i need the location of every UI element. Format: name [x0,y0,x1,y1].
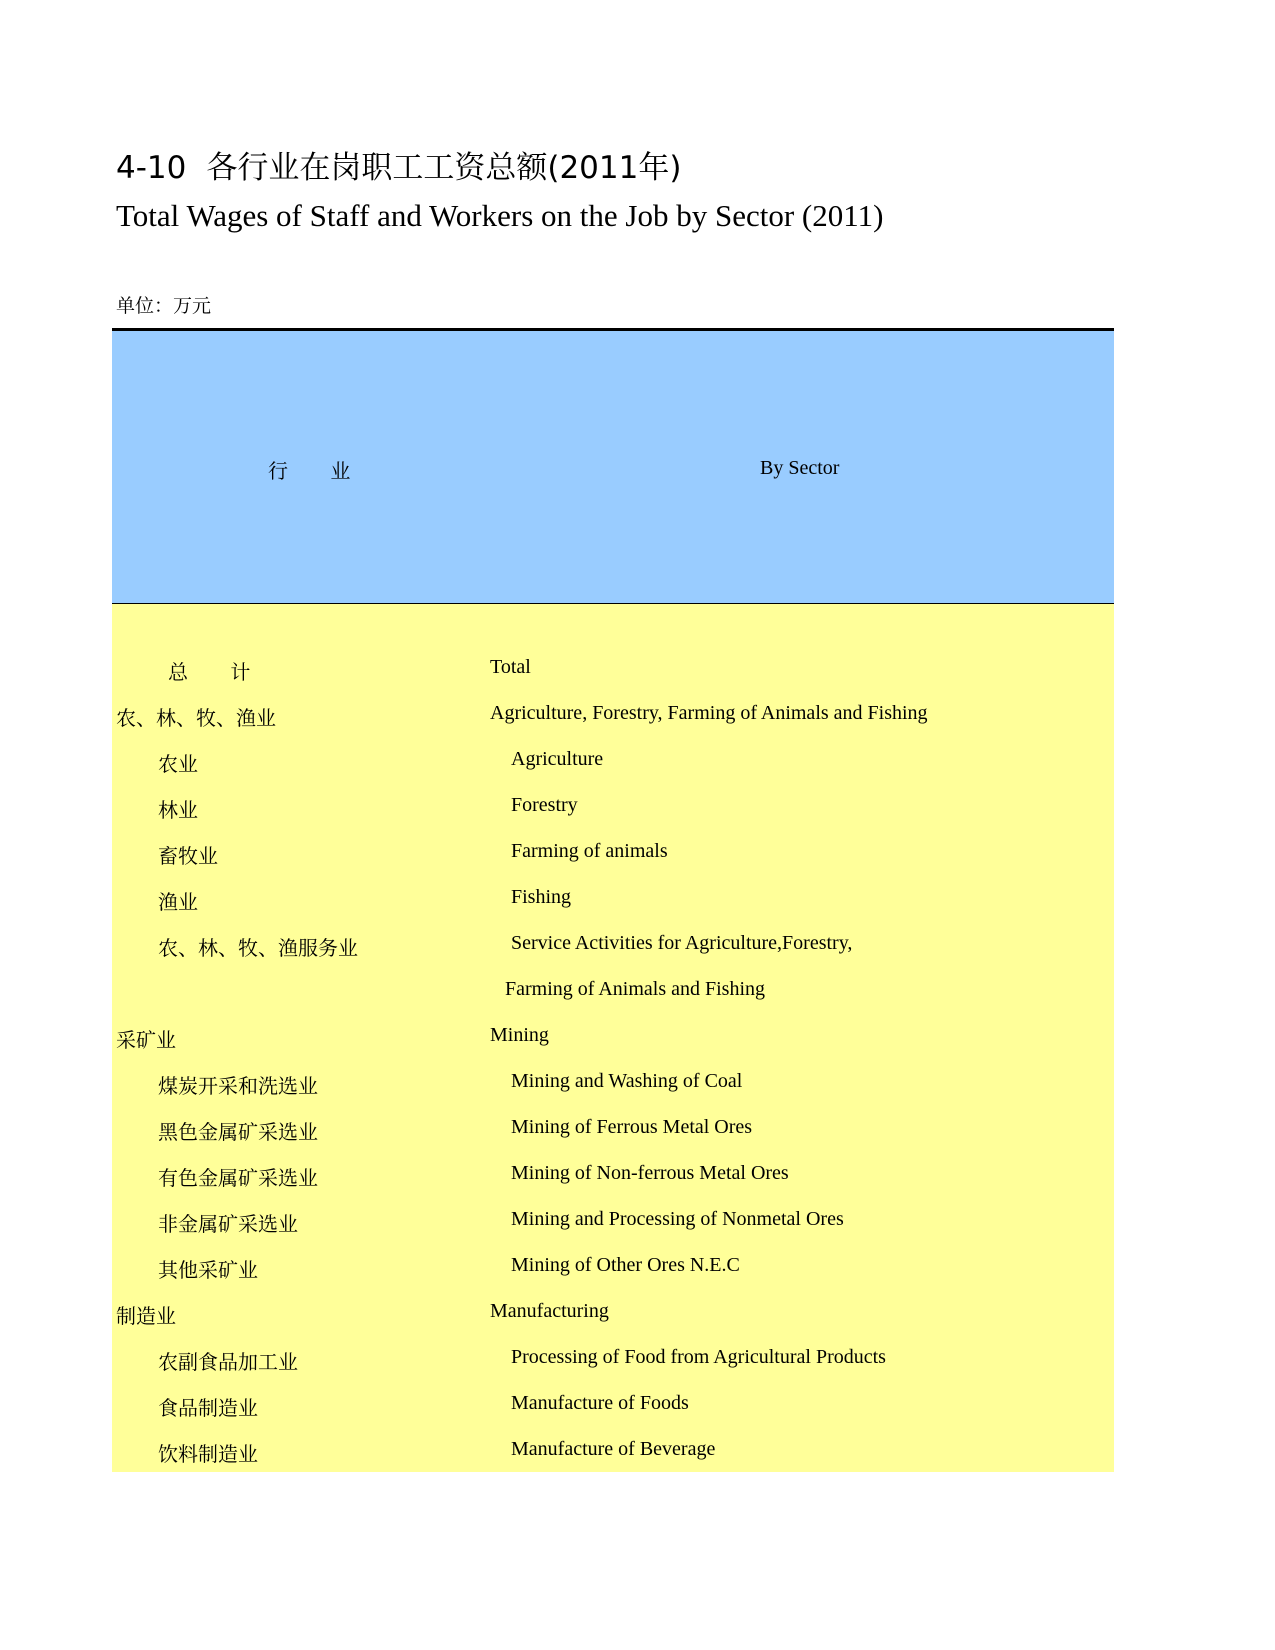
table-number: 4-10 [116,150,187,186]
table-row [112,876,1114,922]
title-chinese-text: 各行业在岗职工工资总额(2011年) [206,150,682,186]
header-sector-chinese: 行 业 [268,459,369,483]
table-row [112,1198,1114,1244]
table-body [112,604,1114,1472]
table-row [112,784,1114,830]
row-label-chinese: 制造业 [116,1304,176,1328]
row-label-english: Forestry [511,794,578,816]
row-label-english: Manufacturing [490,1300,609,1322]
row-label-english: Agriculture [511,748,604,770]
row-label-english: Manufacture of Beverage [511,1438,716,1460]
row-label-chinese: 总 计 [168,660,269,684]
row-label-english: Manufacture of Foods [511,1392,689,1414]
row-label-english: Mining of Ferrous Metal Ores [511,1116,753,1138]
unit-label: 单位：万元 [116,295,212,317]
row-label-english: Total [490,656,531,678]
row-label-chinese: 农、林、牧、渔服务业 [158,936,358,960]
header-sector-english: By Sector [760,457,840,479]
table-row [112,968,1114,1014]
table-row [112,1244,1114,1290]
row-label-english: Agriculture, Forestry, Farming of Animals and Fishing [490,702,928,724]
row-label-chinese: 渔业 [158,890,198,914]
row-label-english: Farming of Animals and Fishing [505,978,765,1000]
table-title-english: Total Wages of Staff and Workers on the Job by Sector (2011) [116,198,884,233]
table-header [112,328,1114,604]
row-label-chinese: 黑色金属矿采选业 [158,1120,318,1144]
row-label-chinese: 农业 [158,752,198,776]
row-label-chinese: 有色金属矿采选业 [158,1166,318,1190]
row-label-english: Processing of Food from Agricultural Products [511,1346,886,1368]
table-row [112,922,1114,968]
row-label-english: Mining and Washing of Coal [511,1070,743,1092]
row-label-chinese: 食品制造业 [158,1396,258,1420]
row-label-chinese: 饮料制造业 [158,1442,258,1466]
data-table [112,328,1114,1472]
table-row [112,1382,1114,1428]
table-row [112,692,1114,738]
row-label-chinese: 非金属矿采选业 [158,1212,298,1236]
row-label-english: Mining of Other Ores N.E.C [511,1254,740,1276]
table-row [112,646,1114,692]
row-label-chinese: 农、林、牧、渔业 [116,706,276,730]
table-row [112,1428,1114,1474]
table-row [112,830,1114,876]
table-row [112,1106,1114,1152]
row-label-chinese: 煤炭开采和洗选业 [158,1074,318,1098]
row-label-chinese: 采矿业 [116,1028,176,1052]
table-row [112,738,1114,784]
row-label-english: Mining of Non-ferrous Metal Ores [511,1162,789,1184]
row-label-english: Fishing [511,886,572,908]
row-label-english: Mining [490,1024,549,1046]
row-label-chinese: 林业 [158,798,198,822]
row-label-chinese: 其他采矿业 [158,1258,258,1282]
table-row [112,1060,1114,1106]
row-label-english: Service Activities for Agriculture,Forestry, [511,932,853,954]
table-row [112,1290,1114,1336]
table-row [112,1014,1114,1060]
row-label-english: Farming of animals [511,840,668,862]
table-title-chinese [116,148,681,188]
row-label-english: Mining and Processing of Nonmetal Ores [511,1208,844,1230]
row-label-chinese: 畜牧业 [158,844,218,868]
table-row [112,1336,1114,1382]
row-label-chinese: 农副食品加工业 [158,1350,298,1374]
table-row [112,1152,1114,1198]
